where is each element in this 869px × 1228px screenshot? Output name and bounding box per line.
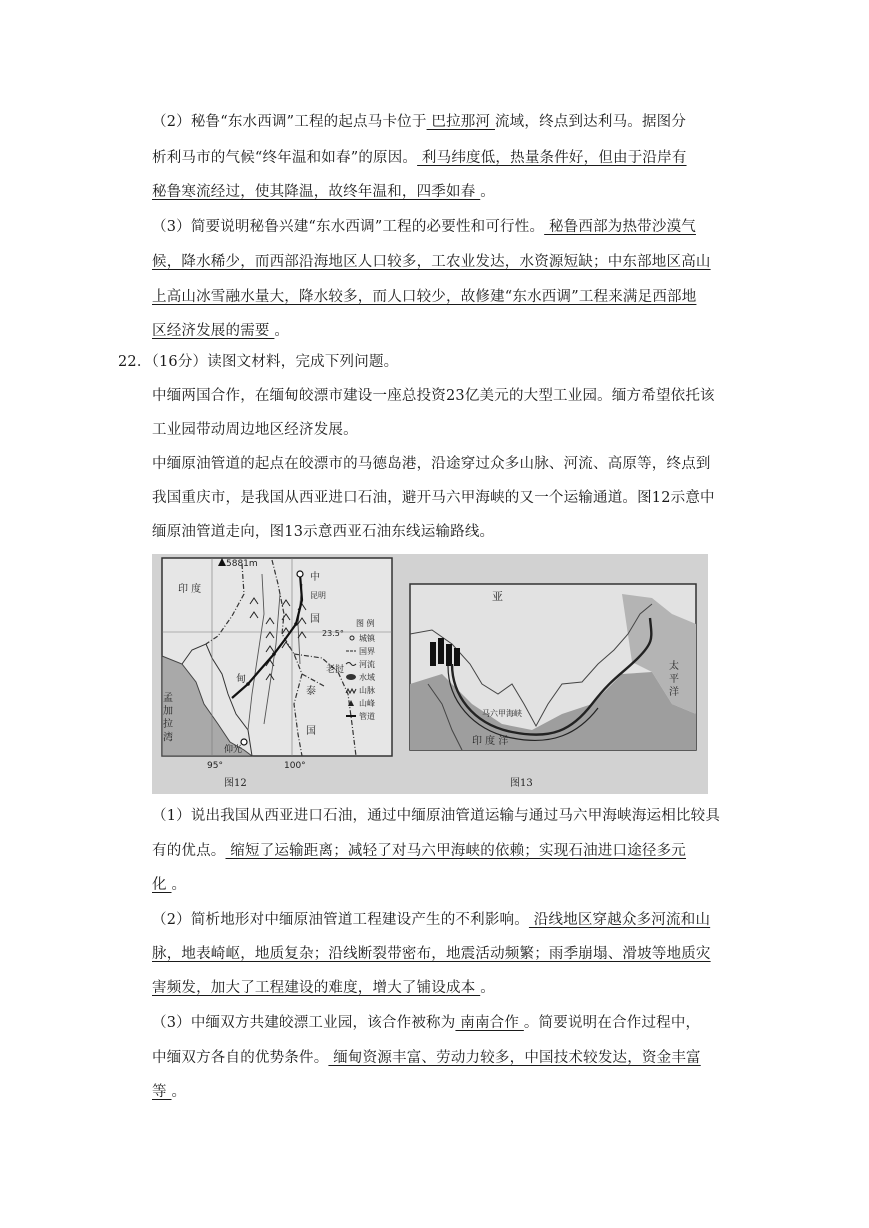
answer-underline: 等 [152, 1084, 172, 1100]
answer-underline: 利马纬度低，热量条件好，但由于沿岸有 [417, 150, 687, 166]
answer-underline: 秘鲁西部为热带沙漠气 [544, 219, 696, 235]
answer-underline: 缩短了运输距离；减轻了对马六甲海峡的依赖；实现石油进口途径多元 [225, 843, 687, 859]
q22-3-line-2: 中缅双方各自的优势条件。 缅甸资源丰富、劳动力较多，中国技术较发达，资金丰富 [152, 1050, 701, 1066]
answer-underline: 缅甸资源丰富、劳动力较多，中国技术较发达，资金丰富 [328, 1050, 701, 1066]
q22-2-line-1: （2）简析地形对中缅原油管道工程建设产生的不利影响。 沿线地区穿越众多河流和山 [152, 912, 711, 928]
fig12-lat-label: 23.5° [322, 629, 344, 638]
q22-3-line-1: （3）中缅双方共建皎漂工业园，该合作被称为 南南合作 。简要说明在合作过程中， [152, 1015, 701, 1031]
answer-underline: 秘鲁寒流经过，使其降温，故终年温和，四季如春 [152, 184, 481, 200]
fig12-bay-label: 孟 加 拉 湾 [160, 692, 172, 742]
fig12-caption: 图12 [224, 778, 247, 789]
svg-text:城镇: 城镇 [359, 634, 375, 643]
svg-text:国界: 国界 [359, 647, 375, 656]
q21-2-line-2: 析利马市的气候“终年温和如春”的原因。 利马纬度低，热量条件好，但由于沿岸有 [152, 150, 687, 166]
answer-underline: 害频发，加大了工程建设的难度，增大了铺设成本 [152, 980, 481, 996]
answer-underline: 南南合作 [455, 1015, 524, 1031]
q22-material-1b: 工业园带动周边地区经济发展。 [152, 422, 358, 438]
fig12-lon100-label: 100° [284, 761, 306, 771]
figure-13-map [410, 584, 696, 789]
fig13-indian-label: 印 度 洋 [472, 736, 509, 747]
answer-underline: 沿线地区穿越众多河流和山 [528, 912, 711, 928]
q22-material-2b: 我国重庆市，是我国从西亚进口石油，避开马六甲海峡的又一个运输通道。图12示意中 [152, 490, 715, 506]
figure-maps [152, 554, 708, 794]
q21-2-line-3: 秘鲁寒流经过，使其降温，故终年温和，四季如春 。 [152, 184, 495, 200]
fig13-malacca-label: 马六甲海峡 [482, 709, 522, 718]
fig12-lon95-label: 95° [207, 761, 223, 771]
answer-underline: 化 [152, 877, 172, 893]
q21-3-line-3 [152, 287, 696, 307]
answer-underline: 上高山冰雪融水量大，降水较多，而人口较少，故修建“东水西调”工程来满足西部地 [152, 289, 697, 305]
fig13-asia-label: 亚 [492, 590, 503, 603]
q22-material-2a: 中缅原油管道的起点在皎漂市的马德岛港，沿途穿过众多山脉、河流、高原等，终点到 [152, 456, 711, 472]
fig12-myanmar-label: 甸 [236, 674, 246, 685]
q21-3-line-1: （3）简要说明秘鲁兴建“东水西调”工程的必要性和可行性。 秘鲁西部为热带沙漠气 [152, 219, 696, 235]
q22-2-line-2 [152, 944, 711, 964]
svg-text:河流: 河流 [359, 660, 375, 669]
fig13-caption: 图13 [510, 778, 533, 789]
q22-2-line-3: 害频发，加大了工程建设的难度，增大了铺设成本 。 [152, 980, 495, 996]
fig12-yangon-label: 仰光 [224, 745, 243, 755]
svg-text:管道: 管道 [359, 712, 375, 721]
fig12-china-label: 中 [310, 572, 320, 583]
q21-3-line-2 [152, 252, 711, 272]
fig12-elev-label: 5881m [226, 559, 258, 569]
q22-material-2c: 缅原油管道走向，图13示意西亚石油东线运输路线。 [152, 524, 495, 540]
q22-material-1a: 中缅两国合作，在缅甸皎漂市建设一座总投资23亿美元的大型工业园。缅方希望依托该 [152, 388, 715, 404]
svg-text:水域: 水域 [359, 673, 375, 682]
q22-header: 22．（16分）读图文材料，完成下列问题。 [118, 354, 399, 370]
q22-3-line-3: 等 。 [152, 1084, 187, 1100]
answer-underline: 区经济发展的需要 [152, 323, 275, 339]
fig12-china-label-2: 国 [310, 614, 320, 625]
q22-1-line-1: （1）说出我国从西亚进口石油，通过中缅原油管道运输与通过马六甲海峡海运相比较具 [152, 808, 721, 824]
q21-2-line-1: （2）秘鲁“东水西调”工程的起点马卡位于 巴拉那河 流域，终点到达利马。据图分 [152, 114, 687, 130]
answer-underline: 巴拉那河 [426, 114, 495, 130]
q22-1-line-3: 化 。 [152, 877, 187, 893]
svg-text:山峰: 山峰 [359, 699, 375, 708]
fig12-kunming-label: 昆明 [310, 591, 326, 600]
answer-underline: 脉，地表崎岖，地质复杂；沿线断裂带密布，地震活动频繁；雨季崩塌、滑坡等地质灾 [152, 946, 711, 962]
answer-underline: 候，降水稀少，而西部沿海地区人口较多，工农业发达，水资源短缺；中东部地区高山 [152, 254, 711, 270]
q21-3-line-4: 区经济发展的需要 。 [152, 323, 290, 339]
fig12-thailand-label-2: 国 [306, 726, 316, 737]
figure-12-map [161, 558, 393, 789]
fig12-laos-label: 老挝 [326, 665, 345, 675]
fig12-thailand-label: 泰 [306, 686, 316, 697]
q22-1-line-2: 有的优点。 缩短了运输距离；减轻了对马六甲海峡的依赖；实现石油进口途径多元 [152, 843, 687, 859]
fig12-india-label: 印 度 [178, 584, 202, 595]
fig13-pacific-label: 太 平 洋 [666, 660, 678, 697]
svg-text:图 例: 图 例 [356, 619, 375, 628]
svg-text:山脉: 山脉 [359, 686, 375, 695]
